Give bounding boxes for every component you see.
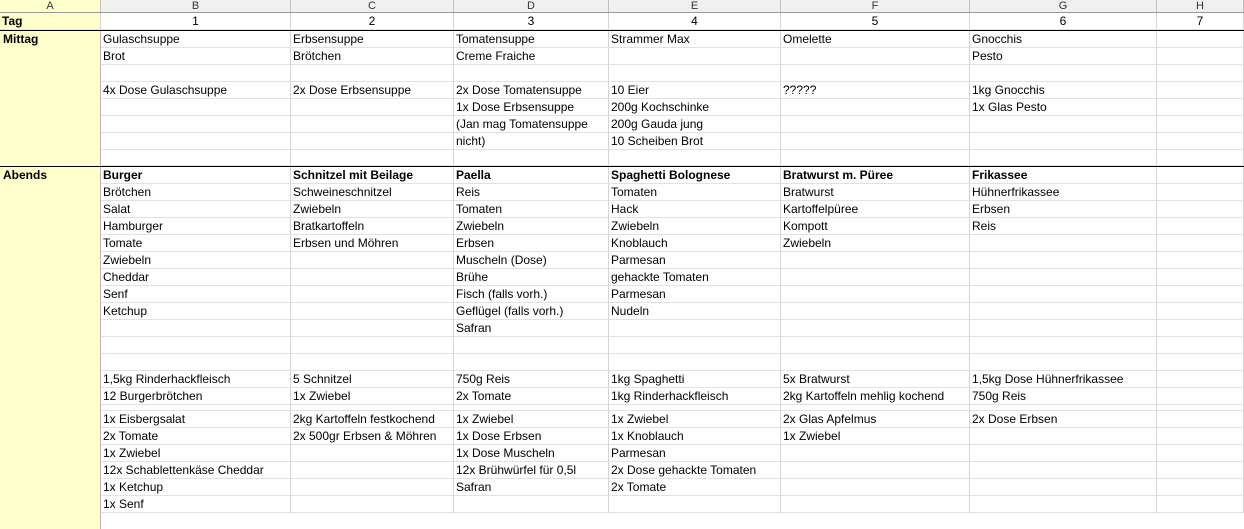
ingredient-r4-c1[interactable]: Zwiebeln	[101, 252, 291, 269]
cell-mittag-r1-c6[interactable]: Pesto	[970, 48, 1157, 65]
column-header-f[interactable]: F	[781, 0, 970, 12]
day-number-4[interactable]: 4	[609, 13, 781, 30]
cell-mittag-r3-c2[interactable]: 2x Dose Erbsensuppe	[291, 82, 454, 99]
ingredient-r10-c6[interactable]	[970, 354, 1157, 371]
shopping-a-r0-c1[interactable]: 1,5kg Rinderhackfleisch	[101, 371, 291, 388]
ingredient-r4-c2[interactable]	[291, 252, 454, 269]
shopping-a-r1-c4[interactable]: 1kg Rinderhackfleisch	[609, 388, 781, 405]
column-header-a[interactable]: A	[0, 0, 101, 12]
ingredient-r3-c5[interactable]: Zwiebeln	[781, 235, 970, 252]
cell-mittag-r6-c5[interactable]	[781, 133, 970, 150]
ingredient-r8-c3[interactable]: Safran	[454, 320, 609, 337]
column-header-e[interactable]: E	[609, 0, 781, 12]
ingredient-r5-c1[interactable]: Cheddar	[101, 269, 291, 286]
shopping-b-r4-c5[interactable]	[781, 479, 970, 496]
shopping-b-r1-c7[interactable]	[1157, 428, 1244, 445]
ingredient-r9-c3[interactable]	[454, 337, 609, 354]
shopping-a-r0-c4[interactable]: 1kg Spaghetti	[609, 371, 781, 388]
shopping-b-r2-c2[interactable]	[291, 445, 454, 462]
cell-spacer-c2[interactable]	[291, 150, 454, 166]
column-header-c[interactable]: C	[291, 0, 454, 12]
shopping-b-r3-c4[interactable]: 2x Dose gehackte Tomaten	[609, 462, 781, 479]
cell-mittag-r0-c3[interactable]: Tomatensuppe	[454, 31, 609, 48]
ingredient-r8-c5[interactable]	[781, 320, 970, 337]
shopping-b-r4-c4[interactable]: 2x Tomate	[609, 479, 781, 496]
ingredient-r8-c7[interactable]	[1157, 320, 1244, 337]
ingredient-r7-c2[interactable]	[291, 303, 454, 320]
shopping-b-r1-c4[interactable]: 1x Knoblauch	[609, 428, 781, 445]
ingredient-r1-c4[interactable]: Hack	[609, 201, 781, 218]
shopping-b-r5-c5[interactable]	[781, 496, 970, 513]
ingredient-r4-c4[interactable]: Parmesan	[609, 252, 781, 269]
ingredient-r8-c1[interactable]	[101, 320, 291, 337]
shopping-a-r0-c6[interactable]: 1,5kg Dose Hühnerfrikassee	[970, 371, 1157, 388]
section-label-mittag[interactable]: Mittag	[0, 31, 101, 166]
cell-mittag-r4-c1[interactable]	[101, 99, 291, 116]
ingredient-r7-c4[interactable]: Nudeln	[609, 303, 781, 320]
ingredient-r2-c1[interactable]: Hamburger	[101, 218, 291, 235]
shopping-a-r0-c5[interactable]: 5x Bratwurst	[781, 371, 970, 388]
shopping-b-r2-c3[interactable]: 1x Dose Muscheln	[454, 445, 609, 462]
ingredient-r1-c2[interactable]: Zwiebeln	[291, 201, 454, 218]
cell-mittag-r6-c3[interactable]: nicht)	[454, 133, 609, 150]
shopping-b-r0-c6[interactable]: 2x Dose Erbsen	[970, 411, 1157, 428]
ingredient-r9-c2[interactable]	[291, 337, 454, 354]
ingredient-r2-c3[interactable]: Zwiebeln	[454, 218, 609, 235]
cell-spacer-c5[interactable]	[781, 150, 970, 166]
cell-mittag-r3-c7[interactable]	[1157, 82, 1244, 99]
cell-spacer-c7[interactable]	[1157, 150, 1244, 166]
ingredient-r5-c2[interactable]	[291, 269, 454, 286]
shopping-b-r0-c1[interactable]: 1x Eisbergsalat	[101, 411, 291, 428]
shopping-b-r5-c1[interactable]: 1x Senf	[101, 496, 291, 513]
ingredient-r10-c2[interactable]	[291, 354, 454, 371]
shopping-b-r5-c6[interactable]	[970, 496, 1157, 513]
shopping-b-r3-c6[interactable]	[970, 462, 1157, 479]
ingredient-r9-c4[interactable]	[609, 337, 781, 354]
cell-mittag-r1-c3[interactable]: Creme Fraiche	[454, 48, 609, 65]
shopping-b-r0-c7[interactable]	[1157, 411, 1244, 428]
ingredient-r3-c6[interactable]	[970, 235, 1157, 252]
shopping-b-r3-c3[interactable]: 12x Brühwürfel für 0,5l	[454, 462, 609, 479]
cell-mittag-r5-c1[interactable]	[101, 116, 291, 133]
cell-mittag-r1-c7[interactable]	[1157, 48, 1244, 65]
ingredient-r6-c2[interactable]	[291, 286, 454, 303]
cell-mittag-r2-c7[interactable]	[1157, 65, 1244, 82]
ingredient-r2-c5[interactable]: Kompott	[781, 218, 970, 235]
ingredient-r3-c2[interactable]: Erbsen und Möhren	[291, 235, 454, 252]
cell-mittag-r2-c1[interactable]	[101, 65, 291, 82]
shopping-b-r1-c1[interactable]: 2x Tomate	[101, 428, 291, 445]
ingredient-r7-c3[interactable]: Geflügel (falls vorh.)	[454, 303, 609, 320]
ingredient-r3-c1[interactable]: Tomate	[101, 235, 291, 252]
ingredient-r9-c5[interactable]	[781, 337, 970, 354]
shopping-a-r1-c1[interactable]: 12 Burgerbrötchen	[101, 388, 291, 405]
cell-mittag-r6-c2[interactable]	[291, 133, 454, 150]
ingredient-r7-c7[interactable]	[1157, 303, 1244, 320]
shopping-a-r1-c6[interactable]: 750g Reis	[970, 388, 1157, 405]
shopping-a-r0-c3[interactable]: 750g Reis	[454, 371, 609, 388]
cell-mittag-r0-c7[interactable]	[1157, 31, 1244, 48]
cell-mittag-r2-c3[interactable]	[454, 65, 609, 82]
ingredient-r5-c4[interactable]: gehackte Tomaten	[609, 269, 781, 286]
shopping-a-r1-c2[interactable]: 1x Zwiebel	[291, 388, 454, 405]
cell-mittag-r5-c4[interactable]: 200g Gauda jung	[609, 116, 781, 133]
ingredient-r2-c2[interactable]: Bratkartoffeln	[291, 218, 454, 235]
cell-mittag-r2-c5[interactable]	[781, 65, 970, 82]
shopping-b-r2-c4[interactable]: Parmesan	[609, 445, 781, 462]
cell-mittag-r0-c4[interactable]: Strammer Max	[609, 31, 781, 48]
cell-mittag-r6-c6[interactable]	[970, 133, 1157, 150]
ingredient-r5-c5[interactable]	[781, 269, 970, 286]
dish-title-day-4[interactable]: Spaghetti Bolognese	[609, 167, 781, 184]
ingredient-r8-c6[interactable]	[970, 320, 1157, 337]
shopping-b-r5-c3[interactable]	[454, 496, 609, 513]
day-number-2[interactable]: 2	[291, 13, 454, 30]
ingredient-r3-c4[interactable]: Knoblauch	[609, 235, 781, 252]
day-number-6[interactable]: 6	[970, 13, 1157, 30]
ingredient-r6-c4[interactable]: Parmesan	[609, 286, 781, 303]
shopping-b-r0-c2[interactable]: 2kg Kartoffeln festkochend	[291, 411, 454, 428]
cell-spacer-c1[interactable]	[101, 150, 291, 166]
column-header-d[interactable]: D	[454, 0, 609, 12]
shopping-b-r4-c7[interactable]	[1157, 479, 1244, 496]
day-number-5[interactable]: 5	[781, 13, 970, 30]
ingredient-r4-c7[interactable]	[1157, 252, 1244, 269]
cell-mittag-r1-c5[interactable]	[781, 48, 970, 65]
ingredient-r3-c7[interactable]	[1157, 235, 1244, 252]
cell-mittag-r3-c4[interactable]: 10 Eier	[609, 82, 781, 99]
shopping-b-r5-c4[interactable]	[609, 496, 781, 513]
cell-spacer-c6[interactable]	[970, 150, 1157, 166]
cell-mittag-r4-c4[interactable]: 200g Kochschinke	[609, 99, 781, 116]
cell-mittag-r4-c7[interactable]	[1157, 99, 1244, 116]
shopping-b-r1-c5[interactable]: 1x Zwiebel	[781, 428, 970, 445]
cell-mittag-r4-c3[interactable]: 1x Dose Erbsensuppe	[454, 99, 609, 116]
ingredient-r10-c4[interactable]	[609, 354, 781, 371]
ingredient-r6-c1[interactable]: Senf	[101, 286, 291, 303]
shopping-b-r3-c7[interactable]	[1157, 462, 1244, 479]
ingredient-r5-c3[interactable]: Brühe	[454, 269, 609, 286]
shopping-a-r1-c5[interactable]: 2kg Kartoffeln mehlig kochend	[781, 388, 970, 405]
shopping-b-r1-c3[interactable]: 1x Dose Erbsen	[454, 428, 609, 445]
shopping-a-r0-c7[interactable]	[1157, 371, 1244, 388]
shopping-b-r3-c5[interactable]	[781, 462, 970, 479]
shopping-b-r0-c5[interactable]: 2x Glas Apfelmus	[781, 411, 970, 428]
ingredient-r6-c3[interactable]: Fisch (falls vorh.)	[454, 286, 609, 303]
ingredient-r7-c6[interactable]	[970, 303, 1157, 320]
ingredient-r4-c3[interactable]: Muscheln (Dose)	[454, 252, 609, 269]
ingredient-r0-c5[interactable]: Bratwurst	[781, 184, 970, 201]
shopping-b-r4-c6[interactable]	[970, 479, 1157, 496]
ingredient-r0-c6[interactable]: Hühnerfrikassee	[970, 184, 1157, 201]
ingredient-r1-c5[interactable]: Kartoffelpüree	[781, 201, 970, 218]
cell-spacer-c4[interactable]	[609, 150, 781, 166]
cell-mittag-r0-c2[interactable]: Erbsensuppe	[291, 31, 454, 48]
shopping-b-r4-c1[interactable]: 1x Ketchup	[101, 479, 291, 496]
ingredient-r1-c7[interactable]	[1157, 201, 1244, 218]
shopping-b-r0-c4[interactable]: 1x Zwiebel	[609, 411, 781, 428]
dish-title-day-2[interactable]: Schnitzel mit Beilage	[291, 167, 454, 184]
cell-mittag-r4-c6[interactable]: 1x Glas Pesto	[970, 99, 1157, 116]
cell-mittag-r4-c2[interactable]	[291, 99, 454, 116]
cell-mittag-r6-c7[interactable]	[1157, 133, 1244, 150]
ingredient-r10-c5[interactable]	[781, 354, 970, 371]
dish-title-day-7[interactable]	[1157, 167, 1244, 184]
ingredient-r5-c6[interactable]	[970, 269, 1157, 286]
cell-mittag-r4-c5[interactable]	[781, 99, 970, 116]
ingredient-r2-c7[interactable]	[1157, 218, 1244, 235]
shopping-b-r5-c2[interactable]	[291, 496, 454, 513]
ingredient-r10-c3[interactable]	[454, 354, 609, 371]
ingredient-r1-c1[interactable]: Salat	[101, 201, 291, 218]
ingredient-r3-c3[interactable]: Erbsen	[454, 235, 609, 252]
shopping-a-r1-c7[interactable]	[1157, 388, 1244, 405]
shopping-b-r2-c5[interactable]	[781, 445, 970, 462]
cell-mittag-r3-c6[interactable]: 1kg Gnocchis	[970, 82, 1157, 99]
column-header-h[interactable]: H	[1157, 0, 1244, 12]
cell-mittag-r6-c1[interactable]	[101, 133, 291, 150]
cell-mittag-r5-c7[interactable]	[1157, 116, 1244, 133]
cell-mittag-r5-c3[interactable]: (Jan mag Tomatensuppe	[454, 116, 609, 133]
shopping-b-r3-c2[interactable]	[291, 462, 454, 479]
shopping-b-r5-c7[interactable]	[1157, 496, 1244, 513]
cell-mittag-r2-c2[interactable]	[291, 65, 454, 82]
ingredient-r0-c3[interactable]: Reis	[454, 184, 609, 201]
ingredient-r9-c6[interactable]	[970, 337, 1157, 354]
ingredient-r4-c5[interactable]	[781, 252, 970, 269]
shopping-a-r1-c3[interactable]: 2x Tomate	[454, 388, 609, 405]
row-label-tag[interactable]: Tag	[0, 13, 101, 30]
cell-mittag-r5-c6[interactable]	[970, 116, 1157, 133]
ingredient-r2-c6[interactable]: Reis	[970, 218, 1157, 235]
cell-mittag-r3-c3[interactable]: 2x Dose Tomatensuppe	[454, 82, 609, 99]
ingredient-r2-c4[interactable]: Zwiebeln	[609, 218, 781, 235]
ingredient-r1-c6[interactable]: Erbsen	[970, 201, 1157, 218]
shopping-b-r1-c6[interactable]	[970, 428, 1157, 445]
day-number-7[interactable]: 7	[1157, 13, 1244, 30]
cell-mittag-r1-c1[interactable]: Brot	[101, 48, 291, 65]
shopping-b-r4-c2[interactable]	[291, 479, 454, 496]
shopping-b-r3-c1[interactable]: 12x Schablettenkäse Cheddar	[101, 462, 291, 479]
shopping-b-r0-c3[interactable]: 1x Zwiebel	[454, 411, 609, 428]
shopping-b-r2-c6[interactable]	[970, 445, 1157, 462]
ingredient-r6-c5[interactable]	[781, 286, 970, 303]
cell-mittag-r0-c1[interactable]: Gulaschsuppe	[101, 31, 291, 48]
cell-mittag-r6-c4[interactable]: 10 Scheiben Brot	[609, 133, 781, 150]
cell-mittag-r5-c5[interactable]	[781, 116, 970, 133]
cell-mittag-r3-c5[interactable]: ?????	[781, 82, 970, 99]
shopping-b-r4-c3[interactable]: Safran	[454, 479, 609, 496]
ingredient-r8-c4[interactable]	[609, 320, 781, 337]
column-header-b[interactable]: B	[101, 0, 291, 12]
ingredient-r0-c7[interactable]	[1157, 184, 1244, 201]
ingredient-r0-c2[interactable]: Schweineschnitzel	[291, 184, 454, 201]
shopping-b-r2-c1[interactable]: 1x Zwiebel	[101, 445, 291, 462]
ingredient-r10-c7[interactable]	[1157, 354, 1244, 371]
ingredient-r9-c1[interactable]	[101, 337, 291, 354]
ingredient-r6-c7[interactable]	[1157, 286, 1244, 303]
column-header-g[interactable]: G	[970, 0, 1157, 12]
ingredient-r9-c7[interactable]	[1157, 337, 1244, 354]
shopping-b-r2-c7[interactable]	[1157, 445, 1244, 462]
shopping-b-r1-c2[interactable]: 2x 500gr Erbsen & Möhren	[291, 428, 454, 445]
dish-title-day-5[interactable]: Bratwurst m. Püree	[781, 167, 970, 184]
dish-title-day-1[interactable]: Burger	[101, 167, 291, 184]
cell-mittag-r1-c4[interactable]	[609, 48, 781, 65]
ingredient-r7-c1[interactable]: Ketchup	[101, 303, 291, 320]
cell-mittag-r3-c1[interactable]: 4x Dose Gulaschsuppe	[101, 82, 291, 99]
cell-mittag-r5-c2[interactable]	[291, 116, 454, 133]
ingredient-r1-c3[interactable]: Tomaten	[454, 201, 609, 218]
section-label-abends[interactable]: Abends	[0, 167, 101, 529]
cell-mittag-r2-c6[interactable]	[970, 65, 1157, 82]
ingredient-r10-c1[interactable]	[101, 354, 291, 371]
shopping-a-r0-c2[interactable]: 5 Schnitzel	[291, 371, 454, 388]
ingredient-r7-c5[interactable]	[781, 303, 970, 320]
cell-mittag-r0-c5[interactable]: Omelette	[781, 31, 970, 48]
ingredient-r6-c6[interactable]	[970, 286, 1157, 303]
ingredient-r4-c6[interactable]	[970, 252, 1157, 269]
cell-spacer-c3[interactable]	[454, 150, 609, 166]
ingredient-r8-c2[interactable]	[291, 320, 454, 337]
dish-title-day-6[interactable]: Frikassee	[970, 167, 1157, 184]
ingredient-r5-c7[interactable]	[1157, 269, 1244, 286]
ingredient-r0-c1[interactable]: Brötchen	[101, 184, 291, 201]
day-number-1[interactable]: 1	[101, 13, 291, 30]
cell-mittag-r1-c2[interactable]: Brötchen	[291, 48, 454, 65]
cell-mittag-r0-c6[interactable]: Gnocchis	[970, 31, 1157, 48]
dish-title-day-3[interactable]: Paella	[454, 167, 609, 184]
day-number-3[interactable]: 3	[454, 13, 609, 30]
ingredient-r0-c4[interactable]: Tomaten	[609, 184, 781, 201]
cell-mittag-r2-c4[interactable]	[609, 65, 781, 82]
